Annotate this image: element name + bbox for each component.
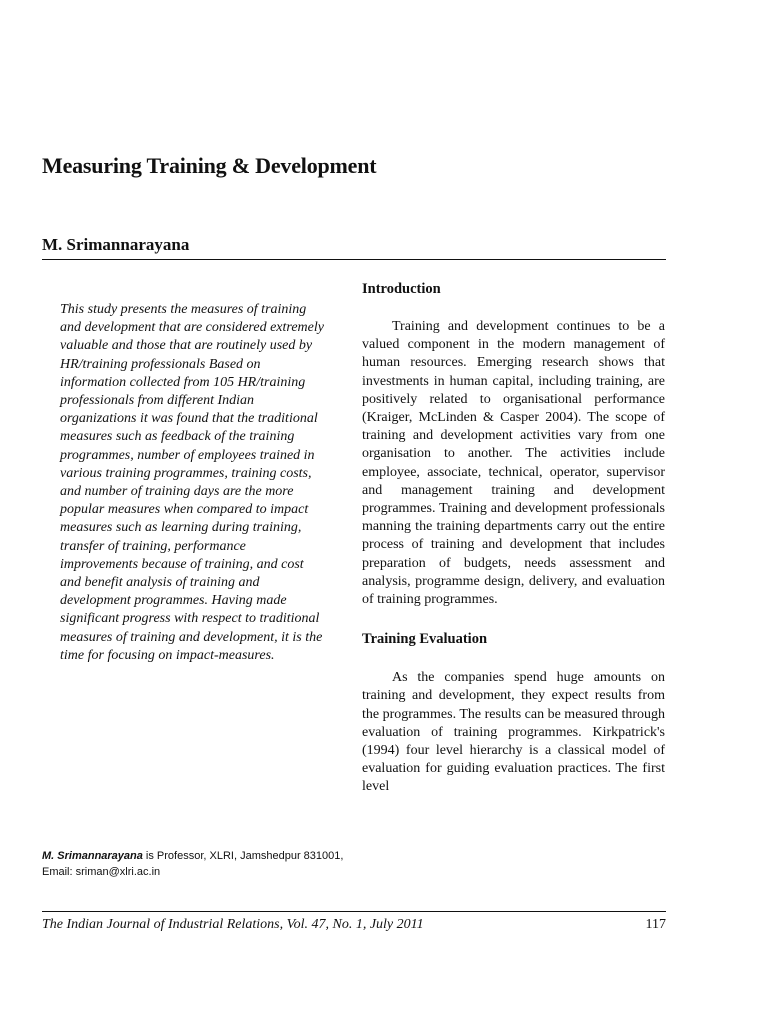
section-body-training-evaluation: As the companies spend huge amounts on training and development, they expect results from the programmes. The results can be measured through evaluation of training programmes. Kirkpatrick's (1994) four level hierarchy is a classical model of evaluation for guiding evaluation practices. The first level bbox=[362, 670, 665, 795]
page-number: 117 bbox=[645, 917, 666, 932]
footer-rule bbox=[42, 911, 666, 912]
body-column bbox=[362, 280, 665, 797]
section-heading-introduction: Introduction bbox=[362, 281, 441, 297]
section-body-introduction: Training and development continues to be a valued component in the modern management of human resources. Emerging research shows that investments in human capital, including training, are positively related to organisational performance (Kraiger, McLinden & Casper 2004). The scope of training and development activities vary from one organisation to another. The activities include employee, associate, technical, operator, supervisor and management training and development programmes. Training and development professionals manning the training departments carry out the entire process of training and development that includes preparation of budgets, needs assessment and analysis, programme design, delivery, and evaluation of training programmes. bbox=[362, 319, 665, 608]
abstract-text: This study presents the measures of training and development that are considered extremely valuable and those that are routinely used by HR/training professionals Based on information collected from 105 HR/training professionals from different Indian organizations it was found that the traditional measures such as feedback of the training programmes, number of employees trained in various training programmes, training costs, and number of training days are the more popular measures when compared to impact measures such as learning during training, transfer of training, performance improvements because of training, and cost and benefit analysis of training and development programmes. Having made significant progress with respect to traditional measures of training and development, it is the time for focusing on impact-measures. bbox=[60, 302, 324, 663]
author-name: M. Srimannarayana bbox=[42, 235, 190, 254]
journal-citation: The Indian Journal of Industrial Relations, Vol. 47, No. 1, July 2011 bbox=[42, 917, 424, 932]
author-note-name: M. Srimannarayana bbox=[42, 850, 143, 862]
header-rule bbox=[42, 259, 666, 260]
section-heading-training-evaluation: Training Evaluation bbox=[362, 631, 488, 648]
author-affiliation-note bbox=[42, 849, 352, 880]
author-note-text: is Professor, XLRI, Jamshedpur 831001, Email: sriman@xlri.ac.in bbox=[42, 850, 344, 878]
abstract bbox=[60, 301, 324, 665]
page-title: Measuring Training & Development bbox=[42, 153, 377, 178]
